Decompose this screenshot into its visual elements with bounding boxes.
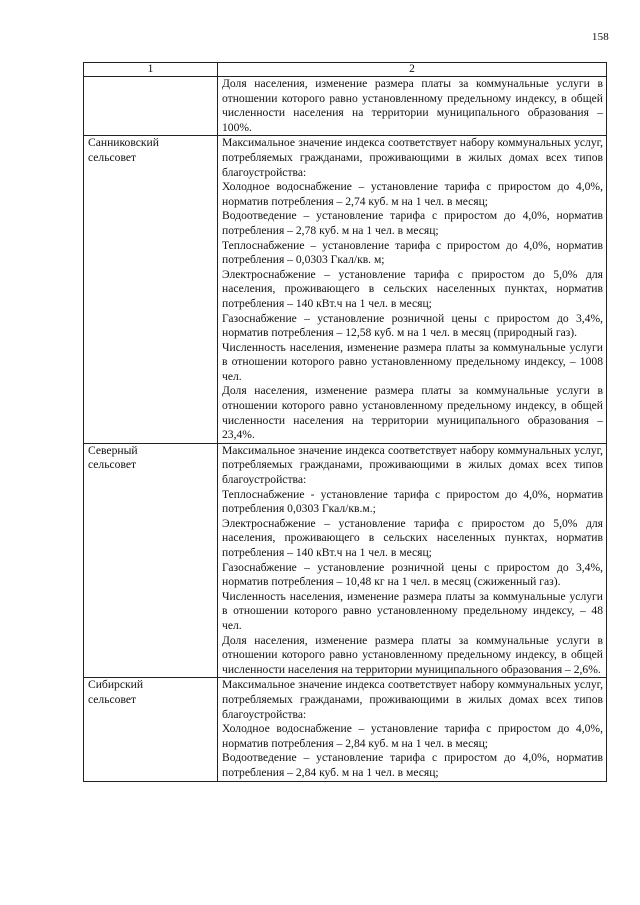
column-header-2: 2 (218, 63, 607, 77)
index-description-cell (218, 136, 607, 443)
paragraph: Теплоснабжение – установление тарифа с приростом до 4,0%, норматив потребления – 0,0303 Гкал/кв. м; (222, 238, 603, 267)
paragraph: Электроснабжение – установление тарифа с приростом до 5,0% для населения, проживающего в сельских населенных пунктах, норматив потребления – 140 кВт.ч на 1 чел. в месяц; (222, 267, 603, 310)
paragraph: Численность населения, изменение размера платы за коммунальные услуги в отношении которого равно установленному предельному индексу, – 1008 чел. (222, 340, 603, 383)
paragraph: Максимальное значение индекса соответствует набору коммунальных услуг, потребляемых гражданами, проживающими в жилых домах всех типов благоустройства: (222, 136, 603, 179)
paragraph: Водоотведение – установление тарифа с приростом до 4,0%, норматив потребления – 2,84 куб. м на 1 чел. в месяц; (222, 751, 603, 779)
paragraph: Доля населения, изменение размера платы за коммунальные услуги в отношении которого равно установленному предельному индексу, в общей численности населения на территории муниципального образования – 23,4%. (222, 384, 603, 442)
paragraph: Холодное водоснабжение – установление тарифа с приростом до 4,0%, норматив потребления – 2,84 куб. м на 1 чел. в месяц; (222, 722, 603, 750)
municipality-cell (84, 77, 218, 136)
municipality-cell (84, 136, 218, 443)
table-header-row (84, 63, 607, 77)
index-description-cell (218, 678, 607, 781)
municipality-cell (84, 678, 218, 781)
column-header-1: 1 (84, 63, 218, 77)
index-description-cell (218, 77, 607, 136)
paragraph: Электроснабжение – установление тарифа с приростом до 5,0% для населения, проживающего в сельских населенных пунктах, норматив потребления – 140 кВт.ч на 1 чел. в месяц; (222, 516, 603, 559)
paragraph: Холодное водоснабжение – установление тарифа с приростом до 4,0%, норматив потребления – 2,74 куб. м на 1 чел. в месяц; (222, 180, 603, 208)
index-description-cell (218, 443, 607, 678)
paragraph: Доля населения, изменение размера платы за коммунальные услуги в отношении которого равно установленному предельному индексу, в общей численности населения на территории муниципального образования – 2,6%. (222, 633, 603, 676)
paragraph: Максимальное значение индекса соответствует набору коммунальных услуг, потребляемых гражданами, проживающими в жилых домах всех типов благоустройства: (222, 678, 603, 721)
tariff-table (83, 62, 607, 782)
municipality-name: Сибирский сельсовет (88, 678, 144, 706)
table-row (84, 678, 607, 781)
municipality-name: Северный сельсовет (88, 443, 138, 472)
municipality-cell (84, 443, 218, 678)
paragraph: Газоснабжение – установление розничной цены с приростом до 3,4%, норматив потребления – 12,58 куб. м на 1 чел. в месяц (природный газ). (222, 311, 603, 340)
table-row (84, 136, 607, 443)
table-row (84, 77, 607, 136)
paragraph: Максимальное значение индекса соответствует набору коммунальных услуг, потребляемых гражданами, проживающими в жилых домах всех типов благоустройства: (222, 443, 603, 487)
municipality-name: Санниковский сельсовет (88, 136, 159, 164)
page-number: 158 (591, 31, 609, 43)
paragraph: Доля населения, изменение размера платы за коммунальные услуги в отношении которого равно установленному предельному индексу, в общей численности населения на территории муниципального образования – 100%. (222, 77, 603, 134)
table-row (84, 443, 607, 678)
table-header (84, 63, 607, 77)
paragraph: Газоснабжение – установление розничной цены с приростом до 3,4%, норматив потребления – 10,48 кг на 1 чел. в месяц (сжиженный газ). (222, 560, 603, 589)
paragraph: Численность населения, изменение размера платы за коммунальные услуги в отношении которого равно установленному предельному индексу, – 48 чел. (222, 589, 603, 632)
paragraph: Водоотведение – установление тарифа с приростом до 4,0%, норматив потребления – 2,78 куб. м на 1 чел. в месяц; (222, 209, 603, 237)
paragraph: Теплоснабжение - установление тарифа с приростом до 4,0%, норматив потребления 0,0303 Гкал/кв.м.; (222, 487, 603, 516)
